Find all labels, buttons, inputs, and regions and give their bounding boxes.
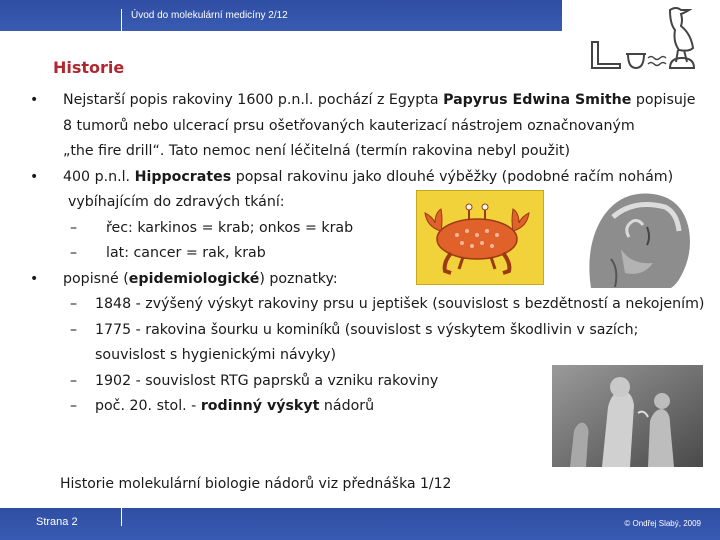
crab-icon bbox=[417, 191, 543, 284]
bullet-2-text-pre: 400 p.n.l. bbox=[63, 168, 135, 185]
copyright: © Ondřej Slabý, 2009 bbox=[624, 519, 701, 528]
bullet-3-sub-1 bbox=[30, 292, 716, 318]
bullet-3-text-bold: epidemiologické bbox=[128, 270, 260, 287]
bullet-3-text-pre: popisné ( bbox=[63, 270, 129, 287]
crab-image bbox=[416, 190, 544, 285]
bullet-1-text-pre: Nejstarší popis rakoviny 1600 p.n.l. pochází z Egypta bbox=[63, 92, 444, 108]
hippocrates-bust-image bbox=[551, 187, 705, 288]
bullet-marker: • bbox=[30, 92, 39, 108]
bullet-3-sub-2 bbox=[30, 318, 716, 344]
bullet-3-sub-3-text: 1902 - souvislost RTG paprsků a vzniku rakoviny bbox=[95, 372, 439, 389]
bullet-3-sub-2-cont: souvislost s hygienickými návyky) bbox=[95, 347, 337, 363]
bullet-3-sub-4-pre: poč. 20. stol. - bbox=[95, 398, 201, 414]
bullet-1-line-3: „the fire drill“. Tato nemoc není léčitelná (termín rakovina nebyl použit) bbox=[63, 143, 571, 159]
bullet-3-sub-4-post: nádorů bbox=[319, 398, 375, 414]
bullet-1-line-2: 8 tumorů nebo ulcerací prsu ošetřovaných kauterizací nástrojem označnovaným bbox=[63, 117, 635, 134]
slide-title: Historie bbox=[53, 58, 125, 77]
dash-marker: – bbox=[70, 219, 78, 236]
footer-divider bbox=[121, 508, 122, 526]
bullet-1-text-post: popisuje bbox=[631, 92, 696, 108]
footer-note: Historie molekulární biologie nádorů viz přednáška 1/12 bbox=[60, 476, 452, 492]
bullet-3-sub-4-bold: rodinný výskyt bbox=[200, 398, 320, 414]
bullet-2-line-2: vybíhajícím do zdravých tkání: bbox=[68, 194, 285, 210]
bullet-1-text-bold: Papyrus Edwina Smithe bbox=[443, 92, 632, 108]
bullet-2-sub-1-text: řec: karkinos = krab; onkos = krab bbox=[106, 219, 354, 236]
dash-marker: – bbox=[70, 372, 78, 389]
dash-marker: – bbox=[70, 296, 78, 312]
bullet-3-sub-2-text: 1775 - rakovina šourku u kominíků (souvislost s výskytem škodlivin v sazích; bbox=[95, 321, 639, 338]
page-number: Strana 2 bbox=[36, 516, 78, 528]
bullet-2-sub-2-text: lat: cancer = rak, krab bbox=[106, 245, 266, 261]
dash-marker: – bbox=[70, 245, 78, 261]
bullet-item-1 bbox=[30, 88, 716, 114]
dash-marker: – bbox=[70, 321, 78, 338]
header-divider bbox=[121, 9, 122, 31]
dash-marker: – bbox=[70, 398, 78, 414]
ancient-relief-image bbox=[552, 365, 703, 467]
bullet-marker: • bbox=[30, 168, 39, 185]
bullet-marker: • bbox=[30, 270, 39, 287]
header-title: Úvod do molekulární medicíny 2/12 bbox=[131, 10, 288, 21]
hieroglyph-logo-icon bbox=[566, 2, 714, 84]
bullet-3-sub-1-text: 1848 - zvýšený výskyt rakoviny prsu u jeptišek (souvislost s bezdětností a nekojením) bbox=[95, 296, 705, 312]
bullet-2-text-bold: Hippocrates bbox=[134, 168, 232, 185]
bullet-3-text-post: ) poznatky: bbox=[259, 270, 338, 287]
footer-band bbox=[0, 508, 720, 540]
bullet-2-text-post: popsal rakovinu jako dlouhé výběžky (podobné račím nohám) bbox=[231, 168, 674, 185]
